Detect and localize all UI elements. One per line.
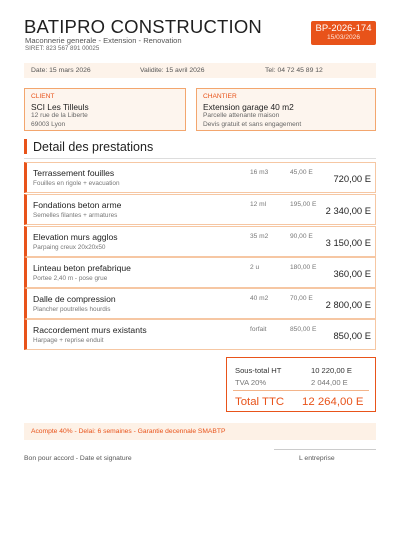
site-line1: Parcelle attenante maison	[203, 112, 280, 119]
item-unit-price: 195,00 E	[290, 201, 317, 208]
section-accent-bar	[24, 139, 27, 154]
item-title: Terrassement fouilles	[33, 168, 115, 178]
item-total: 3 150,00 E	[325, 237, 371, 248]
client-address-line1: 12 rue de la Liberte	[31, 112, 88, 119]
info-date: Date: 15 mars 2026	[31, 67, 91, 74]
line-item	[24, 288, 376, 319]
line-item	[24, 194, 376, 225]
item-title: Linteau beton prefabrique	[33, 263, 131, 273]
company-siret: SIRET: 823 567 891 00025	[25, 45, 100, 52]
terms-text: Acompte 40% - Delai: 6 semaines - Garantie decennale SMABTP	[31, 428, 226, 435]
quote-date: 15/03/2026	[326, 34, 360, 41]
client-card	[24, 88, 186, 131]
client-signature-label: Bon pour accord - Date et signature	[24, 455, 132, 462]
line-item	[24, 257, 376, 288]
info-phone: Tel: 04 72 45 89 12	[265, 67, 323, 74]
subtotal-label: Sous-total HT	[235, 366, 282, 375]
item-title: Raccordement murs existants	[33, 325, 147, 335]
section-title: Detail des prestations	[33, 140, 154, 154]
section-divider	[24, 158, 376, 159]
item-quantity: 12 ml	[250, 201, 267, 208]
totals-box	[226, 357, 376, 412]
item-total: 720,00 E	[333, 173, 371, 184]
total-ttc-value: 12 264,00 E	[302, 396, 364, 408]
info-bar	[24, 63, 376, 78]
item-total: 2 800,00 E	[325, 299, 371, 310]
terms-bar	[24, 423, 376, 440]
tva-label: TVA 20%	[235, 378, 267, 387]
item-title: Dalle de compression	[33, 294, 116, 304]
line-item	[24, 319, 376, 350]
item-quantity: 40 m2	[250, 295, 269, 302]
item-unit-price: 70,00 E	[290, 295, 313, 302]
item-quantity: 35 m2	[250, 233, 269, 240]
item-description: Portee 2,40 m - pose grue	[33, 275, 108, 282]
item-quantity: 2 u	[250, 264, 260, 271]
item-total: 2 340,00 E	[325, 205, 371, 216]
totals-divider	[233, 390, 369, 391]
line-item	[24, 162, 376, 193]
company-name: BATIPRO CONSTRUCTION	[24, 16, 262, 37]
item-title: Fondations beton arme	[33, 200, 122, 210]
site-title: Extension garage 40 m2	[203, 102, 294, 112]
site-label: CHANTIER	[203, 93, 237, 100]
client-address-line2: 69003 Lyon	[31, 121, 66, 128]
client-name: SCI Les Tilleuls	[31, 102, 89, 112]
item-total: 360,00 E	[333, 268, 371, 279]
signature-line	[274, 449, 376, 450]
item-description: Plancher poutrelles hourdis	[33, 306, 111, 313]
item-unit-price: 180,00 E	[290, 264, 317, 271]
item-description: Harpage + reprise enduit	[33, 337, 104, 344]
company-tagline: Maconnerie generale - Extension - Renovation	[25, 36, 182, 45]
tva-value: 2 044,00 E	[311, 378, 348, 387]
item-unit-price: 90,00 E	[290, 233, 313, 240]
item-unit-price: 45,00 E	[290, 169, 313, 176]
quote-badge	[311, 21, 376, 45]
site-line2: Devis gratuit et sans engagement	[203, 121, 302, 128]
subtotal-value: 10 220,00 E	[311, 366, 352, 375]
item-total: 850,00 E	[333, 330, 371, 341]
item-unit-price: 850,00 E	[290, 326, 317, 333]
item-description: Parpaing creux 20x20x50	[33, 244, 106, 251]
info-validity: Validite: 15 avril 2026	[140, 67, 205, 74]
company-signature-label: L entreprise	[299, 455, 335, 462]
total-ttc-label: Total TTC	[235, 396, 285, 408]
client-label: CLIENT	[31, 93, 55, 100]
item-title: Elevation murs agglos	[33, 232, 118, 242]
quote-number: BP-2026-174	[315, 23, 372, 34]
item-quantity: 16 m3	[250, 169, 269, 176]
line-item	[24, 226, 376, 257]
item-description: Semelles filantes + armatures	[33, 212, 118, 219]
item-description: Fouilles en rigole + evacuation	[33, 180, 120, 187]
site-card	[196, 88, 376, 131]
item-quantity: forfait	[250, 326, 267, 333]
